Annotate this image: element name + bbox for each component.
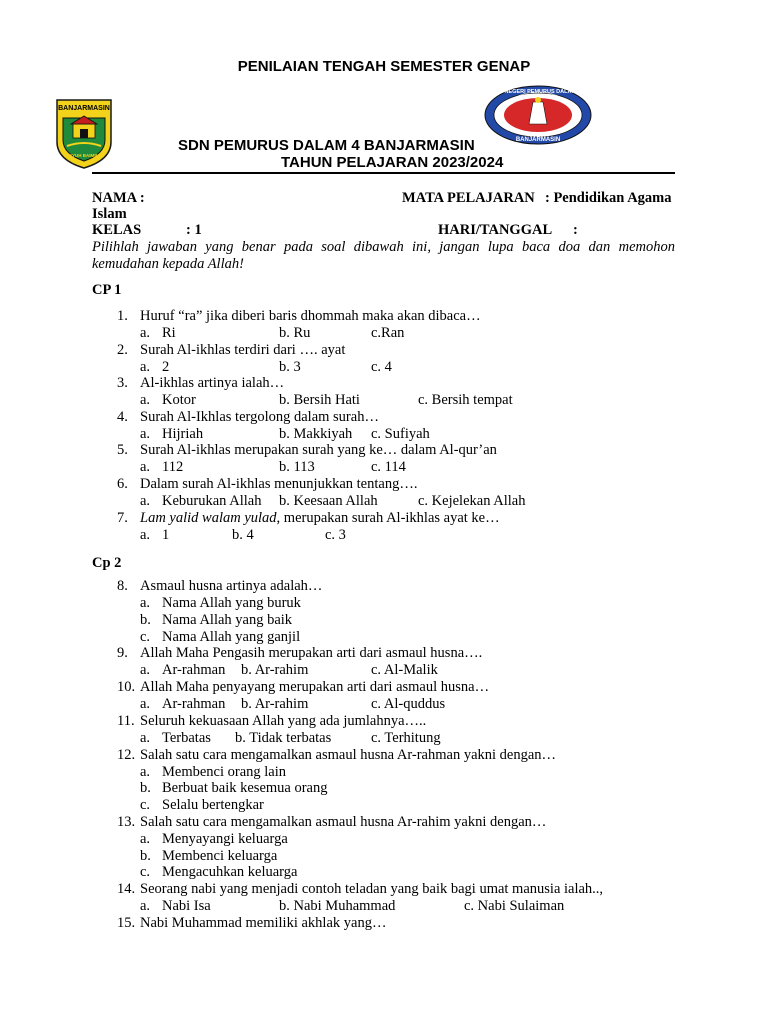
option-letter: a. bbox=[140, 392, 151, 408]
option-letter: a. bbox=[140, 662, 151, 678]
instruction-line-1: Pilihlah jawaban yang benar pada soal dibawah ini, jangan lupa baca doa dan memohon bbox=[92, 239, 675, 255]
question-number: 7. bbox=[117, 510, 128, 526]
option-c[interactable]: c. Al-quddus bbox=[371, 696, 446, 712]
question-number: 2. bbox=[117, 342, 128, 358]
option-letter: a. bbox=[140, 325, 151, 341]
question-number: 1. bbox=[117, 308, 128, 324]
option-c[interactable]: c.Ran bbox=[371, 325, 405, 341]
option-c[interactable]: c. Sufiyah bbox=[371, 426, 430, 442]
question-text: Al-ikhlas artinya ialah… bbox=[140, 375, 285, 391]
logo-right-text: SD NEGERI PEMURUS DALAM 4 bbox=[495, 89, 581, 95]
question-number: 15. bbox=[117, 915, 136, 931]
name-label: NAMA : bbox=[92, 190, 145, 206]
option-a[interactable]: Membenci orang lain bbox=[162, 764, 287, 780]
option-b[interactable]: b. Ru bbox=[279, 325, 311, 341]
option-letter: c. bbox=[140, 797, 151, 813]
option-letter: a. bbox=[140, 831, 151, 847]
day-date-value: : bbox=[573, 222, 578, 238]
option-c[interactable]: Mengacuhkan keluarga bbox=[162, 864, 298, 880]
option-a[interactable]: 1 bbox=[162, 527, 170, 543]
banjarmasin-city-logo bbox=[53, 96, 115, 170]
day-date-label: HARI/TANGGAL bbox=[438, 222, 553, 238]
option-c[interactable]: c. Bersih tempat bbox=[418, 392, 513, 408]
subject-value-cont: Islam bbox=[92, 206, 127, 222]
question-text: Seluruh kekuasaan Allah yang ada jumlahnya….. bbox=[140, 713, 427, 729]
option-letter: c. bbox=[140, 864, 151, 880]
option-b[interactable]: b. Ar-rahim bbox=[241, 696, 309, 712]
option-letter: a. bbox=[140, 696, 151, 712]
option-letter: a. bbox=[140, 730, 151, 746]
option-letter: a. bbox=[140, 898, 151, 914]
question-number: 4. bbox=[117, 409, 128, 425]
option-a[interactable]: Kotor bbox=[162, 392, 196, 408]
option-a[interactable]: 112 bbox=[162, 459, 184, 475]
option-a[interactable]: Terbatas bbox=[162, 730, 211, 746]
school-name: SDN PEMURUS DALAM 4 BANJARMASIN bbox=[178, 137, 475, 154]
question-number: 11. bbox=[117, 713, 135, 729]
question-text: Salah satu cara mengamalkan asmaul husna Ar-rahman yakni dengan… bbox=[140, 747, 557, 763]
option-letter: a. bbox=[140, 426, 151, 442]
instruction-line-2: kemudahan kepada Allah! bbox=[92, 256, 244, 272]
logo-left-motto: KAYUH BAIMBAI bbox=[65, 153, 103, 158]
question-text bbox=[140, 510, 500, 527]
option-a[interactable]: Ri bbox=[162, 325, 176, 341]
option-b[interactable]: b. 3 bbox=[279, 359, 301, 375]
question-number: 8. bbox=[117, 578, 128, 594]
question-number: 3. bbox=[117, 375, 128, 391]
option-a[interactable]: Hijriah bbox=[162, 426, 204, 442]
option-letter: a. bbox=[140, 764, 151, 780]
option-a[interactable]: Menyayangi keluarga bbox=[162, 831, 288, 847]
question-text: Dalam surah Al-ikhlas menunjukkan tentang…. bbox=[140, 476, 418, 492]
question-text: Salah satu cara mengamalkan asmaul husna Ar-rahim yakni dengan… bbox=[140, 814, 547, 830]
option-letter: b. bbox=[140, 612, 151, 628]
option-b[interactable]: b. Nabi Muhammad bbox=[279, 898, 396, 914]
option-a[interactable]: Nabi Isa bbox=[162, 898, 211, 914]
question-text: Seorang nabi yang menjadi contoh teladan yang baik bagi umat manusia ialah.., bbox=[140, 881, 604, 897]
question-text: Surah Al-ikhlas terdiri dari …. ayat bbox=[140, 342, 346, 358]
option-b[interactable]: Nama Allah yang baik bbox=[162, 612, 293, 628]
question-number: 10. bbox=[117, 679, 136, 695]
option-c[interactable]: c. Al-Malik bbox=[371, 662, 438, 678]
option-letter: a. bbox=[140, 595, 151, 611]
option-letter: a. bbox=[140, 359, 151, 375]
option-c[interactable]: Nama Allah yang ganjil bbox=[162, 629, 301, 645]
question-number: 14. bbox=[117, 881, 136, 897]
question-text: Nabi Muhammad memiliki akhlak yang… bbox=[140, 915, 387, 931]
option-c[interactable]: c. Nabi Sulaiman bbox=[464, 898, 565, 914]
option-a[interactable]: Ar-rahman bbox=[162, 696, 226, 712]
exam-title: PENILAIAN TENGAH SEMESTER GENAP bbox=[237, 58, 531, 75]
option-b[interactable]: Membenci keluarga bbox=[162, 848, 278, 864]
question-number: 6. bbox=[117, 476, 128, 492]
option-letter: b. bbox=[140, 848, 151, 864]
option-letter: b. bbox=[140, 780, 151, 796]
option-c[interactable]: c. 4 bbox=[371, 359, 392, 375]
question-text: Surah Al-ikhlas merupakan surah yang ke… dalam Al-qur’an bbox=[140, 442, 497, 458]
option-a[interactable]: 2 bbox=[162, 359, 170, 375]
question-text-rest: , merupakan surah Al-ikhlas ayat ke… bbox=[276, 510, 500, 526]
section-label-cp2: Cp 2 bbox=[92, 555, 122, 571]
option-a[interactable]: Ar-rahman bbox=[162, 662, 226, 678]
question-text: Allah Maha Pengasih merupakan arti dari asmaul husna…. bbox=[140, 645, 483, 661]
option-c[interactable]: c. 114 bbox=[371, 459, 406, 475]
question-number: 5. bbox=[117, 442, 128, 458]
class-value: : 1 bbox=[186, 222, 202, 238]
option-letter: a. bbox=[140, 527, 151, 543]
option-b[interactable]: Berbuat baik kesemua orang bbox=[162, 780, 328, 796]
option-a[interactable]: Keburukan Allah bbox=[162, 493, 262, 509]
school-logo bbox=[483, 84, 593, 146]
option-b[interactable]: b. Tidak terbatas bbox=[235, 730, 332, 746]
option-c[interactable]: c. Kejelekan Allah bbox=[418, 493, 526, 509]
option-b[interactable]: b. 113 bbox=[279, 459, 315, 475]
option-b[interactable]: b. Makkiyah bbox=[279, 426, 353, 442]
question-text: Allah Maha penyayang merupakan arti dari asmaul husna… bbox=[140, 679, 490, 695]
option-a[interactable]: Nama Allah yang buruk bbox=[162, 595, 301, 611]
option-letter: a. bbox=[140, 459, 151, 475]
option-c[interactable]: Selalu bertengkar bbox=[162, 797, 264, 813]
question-text: Huruf “ra” jika diberi baris dhommah maka akan dibaca… bbox=[140, 308, 481, 324]
section-label-cp1: CP 1 bbox=[92, 282, 122, 298]
option-b[interactable]: b. 4 bbox=[232, 527, 254, 543]
logo-right-bottom: BANJARMASIN bbox=[515, 137, 561, 143]
class-label: KELAS bbox=[92, 222, 142, 238]
option-c[interactable]: c. Terhitung bbox=[371, 730, 441, 746]
option-letter: c. bbox=[140, 629, 151, 645]
question-number: 13. bbox=[117, 814, 136, 830]
subject-label: MATA PELAJARAN bbox=[402, 190, 535, 206]
question-number: 9. bbox=[117, 645, 128, 661]
option-b[interactable]: b. Ar-rahim bbox=[241, 662, 309, 678]
option-b[interactable]: b. Keesaan Allah bbox=[279, 493, 378, 509]
option-c[interactable]: c. 3 bbox=[325, 527, 346, 543]
academic-year: TAHUN PELAJARAN 2023/2024 bbox=[281, 154, 504, 171]
question-text: Asmaul husna artinya adalah… bbox=[140, 578, 323, 594]
option-b[interactable]: b. Bersih Hati bbox=[279, 392, 360, 408]
header-divider bbox=[92, 172, 675, 174]
logo-left-text: BANJARMASIN bbox=[58, 105, 110, 112]
question-number: 12. bbox=[117, 747, 136, 763]
option-letter: a. bbox=[140, 493, 151, 509]
subject-value: : Pendidikan Agama bbox=[545, 190, 672, 206]
question-text: Surah Al-Ikhlas tergolong dalam surah… bbox=[140, 409, 379, 425]
question-text-italic: Lam yalid walam yulad bbox=[140, 510, 277, 526]
